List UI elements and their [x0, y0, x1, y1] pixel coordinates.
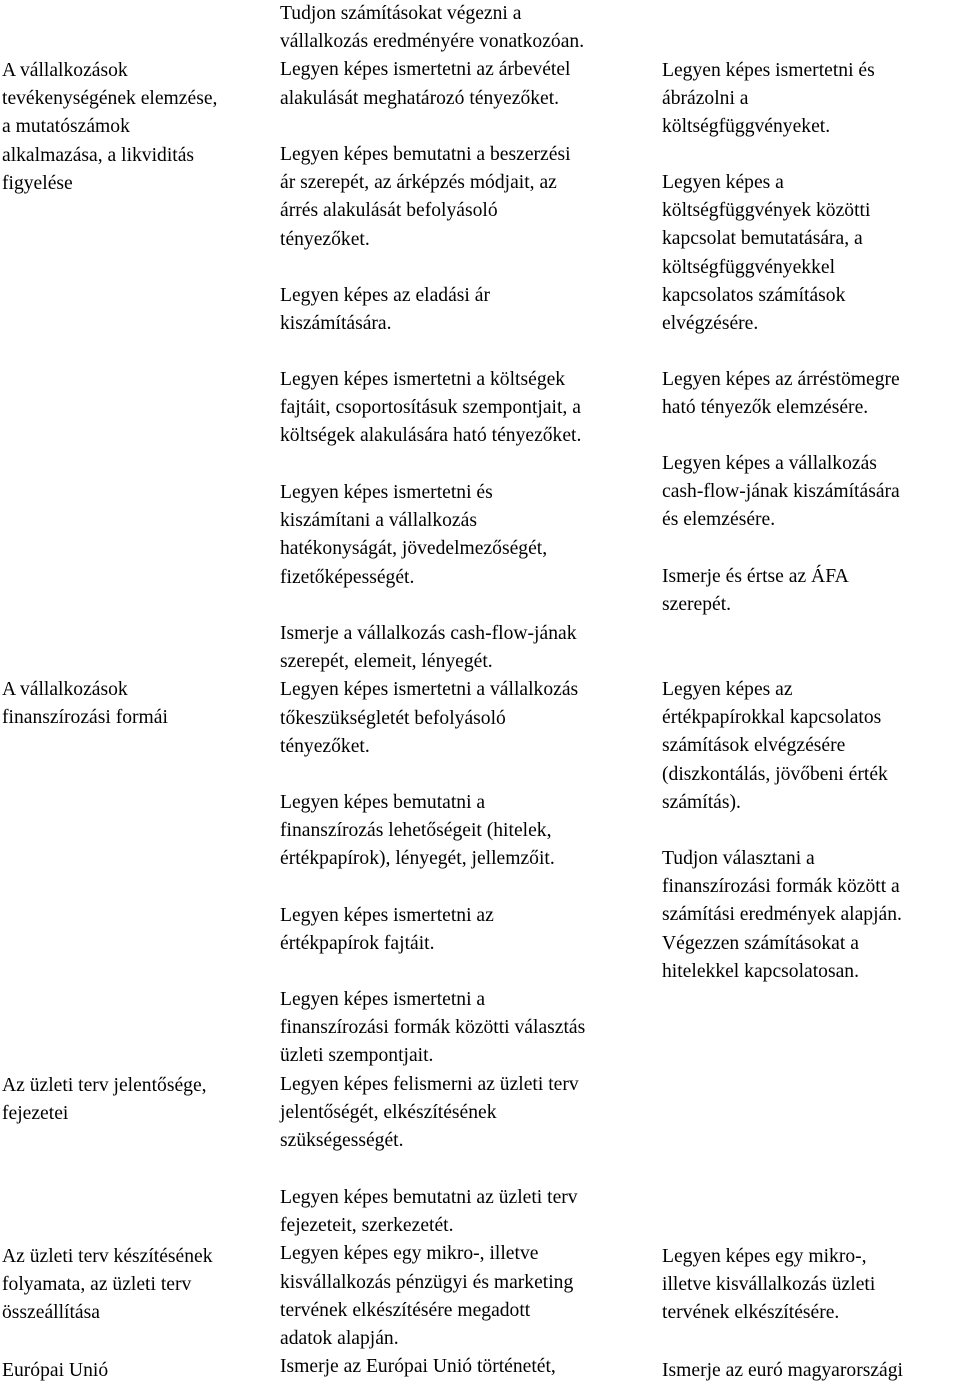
knowledge-text: Tudjon számításokat végezni a vállalkozás eredményére vonatkozóan. Legyen képes ismertetni az árbevétel alakulását meghatározó tényezőket.: [280, 3, 585, 109]
knowledge-text: Legyen képes bemutatni a finanszírozás lehetőségeit (hitelek, értékpapírok), lényegét, jellemzőit.: [280, 792, 555, 870]
knowledge-text: Legyen képes ismertetni az értékpapírok fajtáit.: [280, 905, 494, 955]
knowledge-text: Legyen képes ismertetni és kiszámítani a vállalkozás hatékonyságát, jövedelmezőségét, fizetőképességét.: [280, 482, 548, 588]
knowledge-text: Legyen képes ismertetni a finanszírozási formák közötti választás üzleti szempontjait. Legyen képes felismerni az üzleti terv jelentőségét, elkészítésének szükségességét.: [280, 989, 586, 1152]
knowledge-text: Ismerje a vállalkozás cash-flow-jának szerepét, elemeit, lényegét. Legyen képes ismertetni a vállalkozás tőkeszükségletét befolyásoló tényezőket.: [280, 623, 579, 757]
knowledge-text: Legyen képes bemutatni a beszerzési ár szerepét, az árképzés módjait, az árrés alakulását befolyásoló tényezőket.: [280, 144, 571, 250]
skill-text: Tudjon választani a finanszírozási formák között a számítási eredmények alapján. Végezzen számításokat a hitelekkel kapcsolatosan.: [662, 848, 902, 982]
topic-european-union: Európai Unió: [2, 1360, 109, 1381]
knowledge-text: Legyen képes bemutatni az üzleti terv fejezeteit, szerkezetét. Legyen képes egy mikro-, illetve kisvállalkozás pénzügyi és marketing tervének elkészítésére megadott adatok alapján. Ismerje az Európai Unió történetét,: [280, 1187, 578, 1378]
skill-text: Ismerje és értse az ÁFA szerepét.: [662, 566, 849, 616]
skill-text: Legyen képes az értékpapírokkal kapcsolatos számítások elvégzésére (diszkontálás, jövőbeni érték számítás).: [662, 679, 888, 813]
skill-text: Legyen képes egy mikro-, illetve kisvállalkozás üzleti tervének elkészítésére.: [662, 1246, 876, 1324]
knowledge-text: Legyen képes ismertetni a költségek fajtáit, csoportosításuk szempontjait, a költségek alakulására ható tényezőket.: [280, 369, 582, 447]
topic-analysis: A vállalkozások tevékenységének elemzése, a mutatószámok alkalmazása, a likviditás figyelése: [2, 60, 218, 194]
knowledge-text: Legyen képes az eladási ár kiszámítására.: [280, 285, 490, 335]
skill-text: Legyen képes ismertetni és ábrázolni a költségfüggvényeket.: [662, 60, 875, 138]
topic-financing: A vállalkozások finanszírozási formái: [2, 679, 168, 729]
skill-text: Legyen képes az árréstömegre ható tényezők elemzésére.: [662, 369, 900, 419]
skill-text: Legyen képes a költségfüggvények közötti kapcsolat bemutatására, a költségfüggvényekkel kapcsolatos számítások elvégzésére.: [662, 172, 871, 335]
skill-text: Legyen képes a vállalkozás cash-flow-jának kiszámítására és elemzésére.: [662, 453, 900, 531]
skill-text: Ismerje az euró magyarországi: [662, 1360, 903, 1381]
topic-business-plan-process: Az üzleti terv készítésének folyamata, az üzleti terv összeállítása: [2, 1246, 213, 1324]
topic-business-plan-importance: Az üzleti terv jelentősége, fejezetei: [2, 1075, 207, 1125]
